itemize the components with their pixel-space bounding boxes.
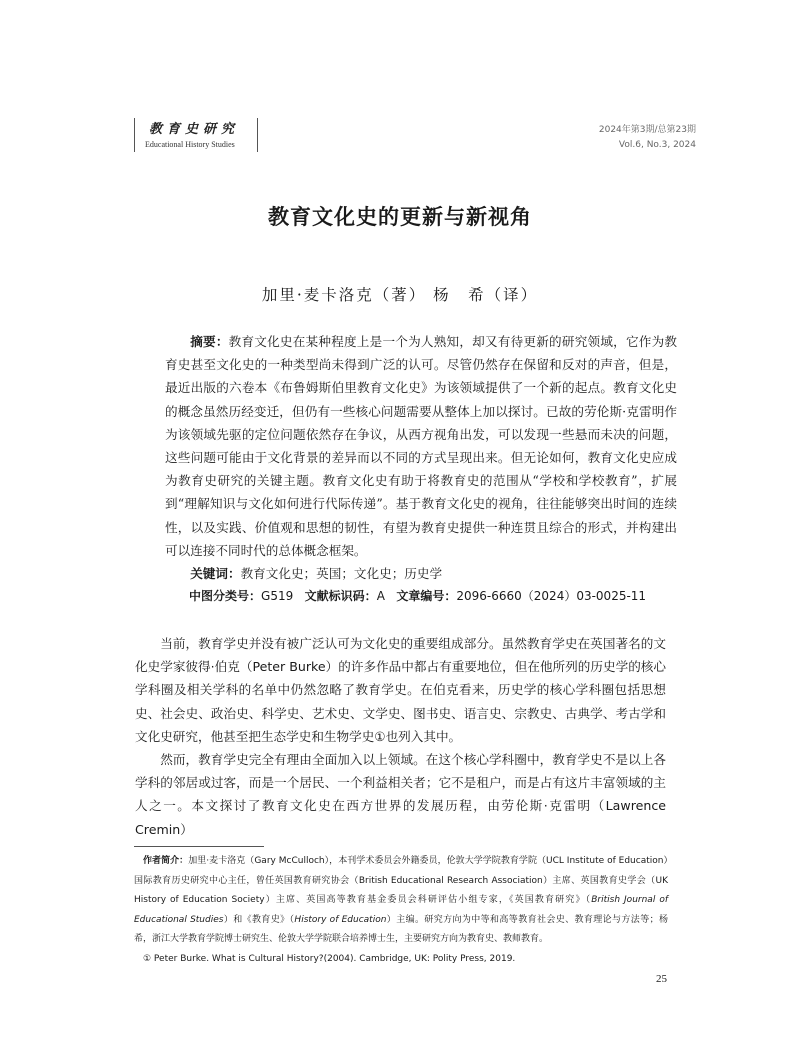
- author-bio-text: ）和《教育史》（: [223, 914, 295, 925]
- journal-name-hoe: History of Education: [294, 914, 387, 925]
- body-paragraph: 然而，教育学史完全有理由全面加入以上领域。在这个核心学科圈中，教育学史不是以上各学科的邻居或过客，而是一个居民、一个利益相关者；它不是租户，而是占有这片丰富领域的主人之一。本文探讨了教育文化史在西方世界的发展历程，由劳伦斯·克雷明（Lawrence Cremin）: [135, 752, 666, 837]
- author-bio: [134, 852, 668, 950]
- journal-masthead: [134, 118, 258, 152]
- article-no-value: 2096-6660（2024）03-0025-11: [456, 589, 647, 604]
- class-value: G519: [261, 589, 294, 604]
- journal-title-cn: 教育史研究: [149, 122, 240, 137]
- abstract-block: [165, 330, 677, 608]
- footnotes: [134, 852, 668, 969]
- body-text: [135, 632, 666, 841]
- author-bio-label: 作者简介：: [143, 856, 189, 866]
- footnote-1: ① Peter Burke. What is Cultural History?(2004). Cambridge, UK: Polity Press, 2019.: [143, 953, 516, 964]
- body-paragraph: 当前，教育学史并没有被广泛认可为文化史的重要组成部分。虽然教育学史在英国著名的文化史学家彼得·伯克（Peter Burke）的许多作品中都占有重要地位，但在他所列的历史学的核心学科圈及相关学科的名单中仍然忽略了教育学史。在伯克看来，历史学的核心学科圈包括思想史、社会史、政治史、科学史、艺术史、文学史、图书史、语言史、宗教史、古典学、考古学和文化史研究，他甚至把生态学史和生物学史①也列入其中。: [135, 636, 666, 744]
- abstract-text: 教育文化史在某种程度上是一个为人熟知，却又有待更新的研究领域，它作为教育史甚至文化史的一种类型尚未得到广泛的认可。尽管仍然存在保留和反对的声音，但是，最近出版的六卷本《布鲁姆斯伯里教育文化史》为该领域提供了一个新的起点。教育文化史的概念虽然历经变迁，但仍有一些核心问题需要从整体上加以探讨。已故的劳伦斯·克雷明作为该领域先驱的定位问题依然存在争议，从西方视角出发，可以发现一些悬而未决的问题，这些问题可能由于文化背景的差异而以不同的方式呈现出来。但无论如何，教育文化史应成为教育史研究的关键主题。教育文化史有助于将教育史的范围从“学校和学校教育”，扩展到“理解知识与文化如何进行代际传递”。基于教育文化史的视角，往往能够突出时间的连续性，以及实践、价值观和思想的韧性，有望为教育史提供一种连贯且综合的形式，并构建出可以连接不同时代的总体概念框架。: [165, 334, 678, 558]
- classification-line: [165, 585, 677, 608]
- doc-value: A: [376, 589, 385, 604]
- issue-number: 2024年第3期/总第23期: [598, 125, 696, 135]
- abstract-label: 摘要：: [190, 334, 229, 349]
- author-bio-text: 加里·麦卡洛克（Gary McCulloch），本刊学术委员会外籍委员，伦敦大学学院教育学院（UCL Institute of Education）国际教育历史研究中心主任，曾任英国教育研究协会（British Educational Research Association）主席、英国教育史学会（UK History of Education Society）主席、英国高等教育基金委员会科研评估小组专家，《英国教育研究》（: [134, 856, 668, 905]
- issue-info: [599, 123, 696, 153]
- journal-title-en: Educational History Studies: [145, 140, 235, 149]
- issue-volume: Vol.6, No.3, 2024: [618, 140, 696, 150]
- article-title: 教育文化史的更新与新视角: [268, 205, 532, 229]
- keywords: [165, 562, 677, 585]
- page-number: 25: [656, 973, 667, 985]
- footnote-rule: [134, 846, 264, 847]
- doc-label: 文献标识码：: [304, 589, 377, 604]
- keywords-label: 关键词：: [190, 566, 241, 582]
- journal-name-bjes: British Journal of Educational Studies: [134, 895, 668, 925]
- abstract: [165, 330, 677, 562]
- author-bio-text: ）主编。研究方向为中等和高等教育社会史、教育理论与方法等；杨希，浙江大学教育学院博士研究生、伦敦大学学院联合培养博士生，主要研究方向为教育史、教师教育。: [134, 914, 668, 944]
- class-label: 中图分类号：: [189, 589, 262, 604]
- article-authors: 加里·麦卡洛克（著） 杨 希（译）: [261, 286, 539, 304]
- article-no-label: 文章编号：: [396, 589, 457, 604]
- keywords-text: 教育文化史；英国；文化史；历史学: [240, 566, 443, 582]
